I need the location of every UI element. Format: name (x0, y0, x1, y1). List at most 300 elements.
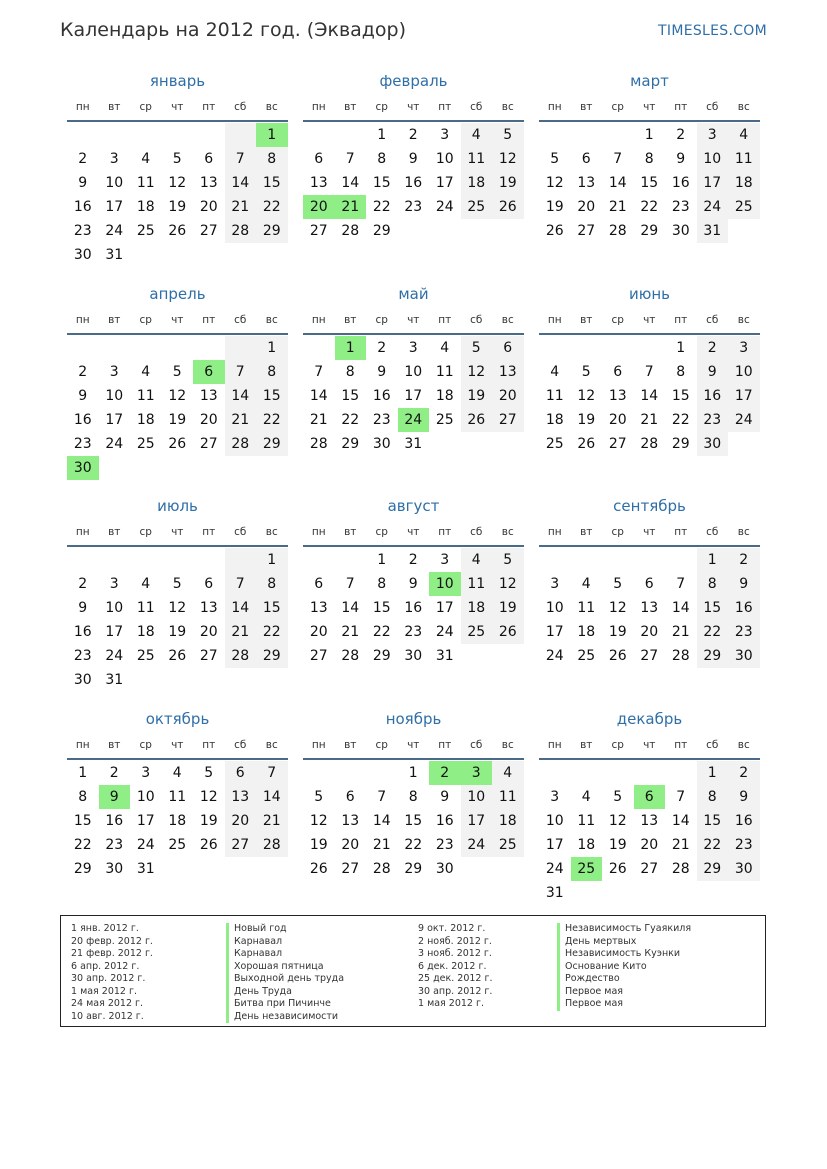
holiday-legend (60, 915, 766, 1027)
day-cell: 18 (577, 624, 596, 640)
empty-cell (634, 761, 666, 785)
day-grid (539, 123, 760, 243)
day-grid (303, 123, 524, 243)
day-cell: 17 (136, 813, 155, 829)
day-cell: 16 (372, 388, 391, 404)
day-cell: 16 (73, 624, 92, 640)
day-cell: 20 (608, 412, 627, 428)
day-cell: 29 (256, 219, 288, 243)
day-cell: 3 (550, 789, 560, 805)
empty-cell (335, 761, 367, 785)
month-7 (67, 497, 288, 692)
day-cell: 20 (303, 195, 335, 219)
day-cell: 6 (204, 151, 214, 167)
day-cell: 9 (676, 151, 686, 167)
day-cell: 7 (613, 151, 623, 167)
weekday-label: пн (547, 101, 562, 113)
weekday-label: сб (706, 314, 719, 326)
weekday-label: чт (171, 526, 184, 538)
day-cell: 12 (168, 600, 187, 616)
empty-cell (602, 336, 634, 360)
weekday-label: пт (674, 739, 688, 751)
day-cell: 23 (697, 408, 729, 432)
weekday-label: пт (438, 526, 452, 538)
weekday-label: пн (75, 101, 90, 113)
weekday-label: вс (501, 101, 514, 113)
weekday-label: сб (234, 739, 247, 751)
day-grid (539, 761, 760, 905)
day-cell: 18 (435, 388, 454, 404)
day-cell: 21 (372, 837, 391, 853)
day-cell: 15 (640, 175, 659, 191)
day-cell: 16 (728, 596, 760, 620)
day-cell: 14 (225, 171, 257, 195)
empty-cell (492, 219, 524, 243)
day-cell: 11 (435, 364, 454, 380)
weekday-label: сб (234, 101, 247, 113)
day-cell: 19 (168, 624, 187, 640)
empty-cell (130, 548, 162, 572)
day-cell: 7 (676, 576, 686, 592)
day-cell: 5 (172, 151, 182, 167)
weekday-label: пн (75, 526, 90, 538)
day-cell: 27 (309, 648, 328, 664)
day-cell: 12 (492, 147, 524, 171)
day-cell: 1 (377, 552, 387, 568)
day-cell: 11 (461, 147, 493, 171)
legend-holiday-name: День Труда (226, 986, 344, 999)
day-cell: 24 (136, 837, 155, 853)
empty-cell (492, 857, 524, 881)
day-cell: 18 (461, 596, 493, 620)
empty-cell (429, 432, 461, 456)
day-cell: 10 (136, 789, 155, 805)
weekday-label: вт (580, 526, 593, 538)
day-cell: 17 (435, 600, 454, 616)
day-cell: 20 (640, 837, 659, 853)
day-cell: 10 (105, 388, 124, 404)
empty-cell (130, 456, 162, 480)
day-cell: 25 (435, 412, 454, 428)
day-cell: 29 (372, 648, 391, 664)
legend-holiday-name: Независимость Гуаякиля (557, 923, 691, 936)
day-cell: 18 (168, 813, 187, 829)
legend-date: 1 мая 2012 г. (418, 998, 484, 1009)
day-cell: 9 (78, 175, 88, 191)
day-cell: 31 (136, 861, 155, 877)
weekday-label: пт (202, 314, 216, 326)
day-cell: 16 (73, 199, 92, 215)
day-cell: 31 (697, 219, 729, 243)
legend-date: 1 мая 2012 г. (71, 985, 137, 997)
empty-cell (303, 548, 335, 572)
day-cell: 19 (168, 412, 187, 428)
site-link[interactable]: TIMESLES.COM (658, 23, 767, 39)
empty-cell (193, 123, 225, 147)
day-cell: 18 (136, 412, 155, 428)
day-cell: 31 (105, 247, 124, 263)
day-cell: 28 (372, 861, 391, 877)
day-cell: 4 (492, 761, 524, 785)
day-cell: 25 (136, 436, 155, 452)
day-cell: 5 (314, 789, 324, 805)
empty-cell (130, 123, 162, 147)
day-cell: 2 (408, 552, 418, 568)
day-cell: 6 (314, 151, 324, 167)
weekday-label: вт (344, 314, 357, 326)
day-cell: 13 (199, 175, 218, 191)
day-cell: 24 (105, 648, 124, 664)
day-cell: 29 (256, 644, 288, 668)
day-cell: 28 (671, 861, 690, 877)
month-name: октябрь (145, 710, 210, 728)
legend-names-col-1 (226, 923, 344, 1023)
day-cell: 27 (199, 223, 218, 239)
empty-cell (225, 336, 257, 360)
day-cell: 29 (256, 432, 288, 456)
day-cell: 5 (172, 576, 182, 592)
day-cell: 17 (435, 175, 454, 191)
day-cell: 24 (105, 223, 124, 239)
day-cell: 6 (345, 789, 355, 805)
day-cell: 12 (545, 175, 564, 191)
day-cell: 2 (78, 364, 88, 380)
day-cell: 19 (492, 171, 524, 195)
day-cell: 16 (404, 600, 423, 616)
weekday-label: пт (202, 739, 216, 751)
weekday-label: пт (202, 101, 216, 113)
day-cell: 31 (545, 885, 564, 901)
day-cell: 8 (697, 785, 729, 809)
day-cell: 25 (571, 857, 603, 881)
empty-cell (162, 123, 194, 147)
empty-cell (492, 644, 524, 668)
day-cell: 22 (404, 837, 423, 853)
day-cell: 9 (408, 151, 418, 167)
day-cell: 30 (67, 456, 99, 480)
legend-holiday-name: День мертвых (557, 936, 691, 949)
day-cell: 25 (577, 648, 596, 664)
empty-cell (225, 668, 257, 692)
month-12 (539, 710, 760, 905)
month-2 (303, 72, 524, 243)
day-cell: 30 (697, 432, 729, 456)
day-cell: 21 (225, 408, 257, 432)
weekday-header (67, 101, 288, 122)
day-cell: 14 (256, 785, 288, 809)
weekday-header (539, 101, 760, 122)
day-cell: 9 (728, 785, 760, 809)
weekday-label: ср (139, 101, 152, 113)
month-1 (67, 72, 288, 267)
day-cell: 12 (461, 360, 493, 384)
weekday-label: чт (171, 739, 184, 751)
day-cell: 18 (136, 624, 155, 640)
day-cell: 22 (256, 620, 288, 644)
day-cell: 29 (640, 223, 659, 239)
day-cell: 14 (640, 388, 659, 404)
weekday-label: вт (580, 314, 593, 326)
empty-cell (539, 761, 571, 785)
weekday-label: вт (344, 739, 357, 751)
day-cell: 23 (728, 620, 760, 644)
day-cell: 12 (168, 175, 187, 191)
legend-holiday-name: Первое мая (557, 998, 691, 1011)
legend-holiday-name: Основание Кито (557, 961, 691, 974)
day-cell: 16 (73, 412, 92, 428)
legend-holiday-name: Хорошая пятница (226, 961, 344, 974)
day-cell: 19 (199, 813, 218, 829)
day-grid (67, 336, 288, 480)
weekday-label: вт (108, 101, 121, 113)
empty-cell (665, 761, 697, 785)
weekday-label: ср (139, 526, 152, 538)
day-cell: 1 (377, 127, 387, 143)
day-cell: 28 (225, 219, 257, 243)
weekday-label: вс (737, 101, 750, 113)
weekday-label: чт (643, 526, 656, 538)
day-cell: 7 (225, 572, 257, 596)
day-cell: 10 (697, 147, 729, 171)
day-cell: 7 (644, 364, 654, 380)
day-cell: 18 (577, 837, 596, 853)
weekday-label: чт (643, 101, 656, 113)
empty-cell (99, 548, 131, 572)
day-cell: 17 (461, 809, 493, 833)
day-cell: 16 (671, 175, 690, 191)
day-cell: 13 (309, 600, 328, 616)
empty-cell (67, 336, 99, 360)
day-cell: 10 (728, 360, 760, 384)
month-name: январь (149, 72, 206, 90)
empty-cell (162, 548, 194, 572)
day-cell: 14 (341, 175, 360, 191)
day-cell: 29 (372, 223, 391, 239)
weekday-label: пн (547, 526, 562, 538)
weekday-label: пт (674, 526, 688, 538)
day-cell: 2 (697, 336, 729, 360)
empty-cell (193, 243, 225, 267)
day-cell: 10 (105, 175, 124, 191)
legend-date: 9 окт. 2012 г. (418, 923, 486, 934)
weekday-label: вс (265, 526, 278, 538)
day-cell: 21 (341, 624, 360, 640)
day-cell: 6 (492, 336, 524, 360)
page-title: Календарь на 2012 год. (Эквадор) (60, 19, 407, 41)
legend-date: 24 мая 2012 г. (71, 998, 144, 1009)
day-cell: 21 (671, 624, 690, 640)
legend-date: 30 апр. 2012 г. (71, 973, 146, 984)
day-cell: 30 (728, 857, 760, 881)
day-grid (67, 761, 288, 881)
day-cell: 3 (550, 576, 560, 592)
day-cell: 7 (225, 360, 257, 384)
day-cell: 23 (404, 199, 423, 215)
day-cell: 20 (341, 837, 360, 853)
month-name: февраль (379, 72, 448, 90)
weekday-label: вс (265, 314, 278, 326)
day-cell: 19 (492, 596, 524, 620)
day-cell: 25 (461, 195, 493, 219)
day-cell: 20 (225, 809, 257, 833)
day-cell: 12 (168, 388, 187, 404)
day-cell: 13 (199, 388, 218, 404)
day-cell: 16 (728, 809, 760, 833)
weekday-label: пн (547, 739, 562, 751)
month-name: декабрь (616, 710, 683, 728)
empty-cell (571, 123, 603, 147)
day-cell: 25 (168, 837, 187, 853)
day-cell: 28 (671, 648, 690, 664)
weekday-label: вс (501, 314, 514, 326)
day-cell: 8 (256, 360, 288, 384)
day-cell: 12 (608, 813, 627, 829)
empty-cell (225, 243, 257, 267)
day-cell: 5 (613, 576, 623, 592)
day-cell: 9 (728, 572, 760, 596)
day-cell: 9 (697, 360, 729, 384)
day-cell: 23 (105, 837, 124, 853)
empty-cell (335, 548, 367, 572)
day-grid (303, 548, 524, 668)
day-cell: 22 (256, 195, 288, 219)
empty-cell (461, 857, 493, 881)
day-grid (303, 761, 524, 881)
empty-cell (225, 123, 257, 147)
month-name: июль (157, 497, 198, 515)
day-cell: 28 (608, 223, 627, 239)
day-cell: 10 (545, 813, 564, 829)
empty-cell (728, 432, 760, 456)
day-cell: 21 (608, 199, 627, 215)
day-cell: 20 (492, 384, 524, 408)
month-8 (303, 497, 524, 668)
day-cell: 15 (341, 388, 360, 404)
day-cell: 25 (136, 648, 155, 664)
weekday-label: пт (202, 526, 216, 538)
day-cell: 3 (461, 761, 493, 785)
empty-cell (256, 456, 288, 480)
day-cell: 30 (728, 644, 760, 668)
day-cell: 27 (608, 436, 627, 452)
weekday-label: чт (407, 314, 420, 326)
day-cell: 29 (341, 436, 360, 452)
day-cell: 22 (341, 412, 360, 428)
day-cell: 28 (256, 833, 288, 857)
day-cell: 1 (256, 123, 288, 147)
day-cell: 30 (671, 223, 690, 239)
day-cell: 4 (141, 151, 151, 167)
day-cell: 9 (78, 600, 88, 616)
day-cell: 3 (408, 340, 418, 356)
weekday-label: сб (706, 526, 719, 538)
day-cell: 27 (225, 833, 257, 857)
day-cell: 9 (408, 576, 418, 592)
day-cell: 6 (634, 785, 666, 809)
day-cell: 7 (676, 789, 686, 805)
empty-cell (571, 881, 603, 905)
month-3 (539, 72, 760, 243)
weekday-label: пн (75, 314, 90, 326)
month-5 (303, 285, 524, 456)
day-cell: 1 (697, 548, 729, 572)
empty-cell (429, 219, 461, 243)
day-cell: 23 (372, 412, 391, 428)
day-cell: 9 (99, 785, 131, 809)
empty-cell (602, 761, 634, 785)
weekday-label: сб (234, 314, 247, 326)
empty-cell (225, 548, 257, 572)
weekday-label: чт (407, 526, 420, 538)
day-cell: 2 (676, 127, 686, 143)
day-cell: 23 (73, 223, 92, 239)
day-cell: 24 (697, 195, 729, 219)
weekday-label: ср (611, 314, 624, 326)
day-cell: 26 (492, 195, 524, 219)
day-cell: 21 (309, 412, 328, 428)
day-cell: 27 (577, 223, 596, 239)
empty-cell (665, 881, 697, 905)
day-cell: 10 (545, 600, 564, 616)
day-cell: 10 (435, 151, 454, 167)
day-cell: 23 (404, 624, 423, 640)
empty-cell (99, 336, 131, 360)
day-cell: 9 (377, 364, 387, 380)
day-cell: 11 (728, 147, 760, 171)
day-cell: 4 (550, 364, 560, 380)
day-cell: 15 (73, 813, 92, 829)
day-cell: 22 (73, 837, 92, 853)
weekday-label: ср (139, 314, 152, 326)
day-cell: 21 (225, 195, 257, 219)
weekday-label: чт (407, 101, 420, 113)
day-cell: 18 (136, 199, 155, 215)
empty-cell (571, 336, 603, 360)
day-cell: 17 (105, 412, 124, 428)
day-cell: 6 (314, 576, 324, 592)
day-cell: 11 (577, 813, 596, 829)
day-cell: 14 (309, 388, 328, 404)
day-cell: 11 (136, 175, 155, 191)
day-cell: 6 (204, 576, 214, 592)
legend-holiday-name: Новый год (226, 923, 344, 936)
day-cell: 13 (341, 813, 360, 829)
day-cell: 19 (309, 837, 328, 853)
day-cell: 25 (545, 436, 564, 452)
legend-date: 2 нояб. 2012 г. (418, 935, 492, 947)
day-cell: 22 (697, 833, 729, 857)
day-cell: 21 (225, 620, 257, 644)
empty-cell (303, 123, 335, 147)
day-cell: 5 (461, 336, 493, 360)
day-cell: 16 (697, 384, 729, 408)
day-cell: 19 (608, 837, 627, 853)
weekday-label: ср (375, 101, 388, 113)
day-cell: 30 (105, 861, 124, 877)
empty-cell (130, 668, 162, 692)
day-cell: 11 (577, 600, 596, 616)
weekday-label: пт (438, 314, 452, 326)
day-cell: 17 (105, 199, 124, 215)
day-cell: 28 (341, 223, 360, 239)
day-cell: 31 (435, 648, 454, 664)
day-cell: 2 (728, 548, 760, 572)
day-cell: 20 (577, 199, 596, 215)
day-cell: 18 (461, 171, 493, 195)
day-cell: 26 (545, 223, 564, 239)
day-cell: 7 (345, 576, 355, 592)
day-cell: 22 (697, 620, 729, 644)
